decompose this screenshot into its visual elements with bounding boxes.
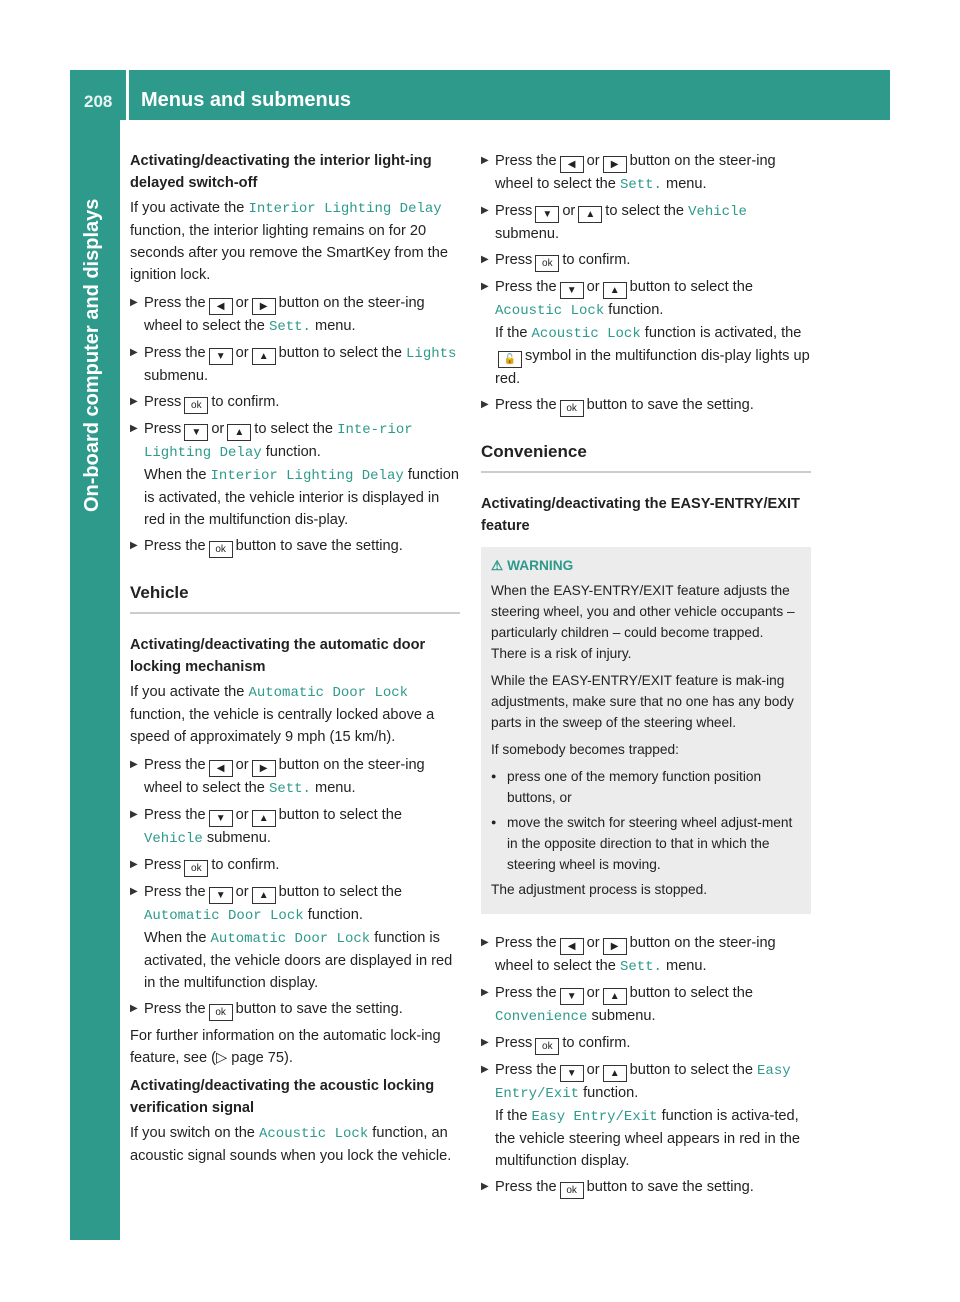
warning-paragraph-4: The adjustment process is stopped.: [491, 882, 708, 897]
warning-title: ⚠ WARNING: [491, 558, 574, 573]
acoustic-step-1: ▶ Press the ◀ or ▶ button on the steer-ing wheel to select the Sett. menu.: [481, 150, 811, 196]
left-arrow-key-icon: ◀: [209, 760, 233, 777]
auto-step-4: ▶ Press the ▼ or ▲ button to select the Automatic Door Lock function. When the Automatic Door Lock function is activated, the vehicle doors are displayed in red in the multifunction display.: [130, 881, 460, 994]
easy-step-2: ▶ Press the ▼ or ▲ button to select the Convenience submenu.: [481, 982, 811, 1028]
right-arrow-key-icon: ▶: [252, 298, 276, 315]
ok-key-icon: ok: [184, 860, 208, 877]
acoustic-step-2: ▶ Press ▼ or ▲ to select the Vehicle submenu.: [481, 200, 811, 245]
auto-lock-heading: Activating/deactivating the automatic door locking mechanism: [130, 637, 426, 675]
easy-step-4: ▶ Press the ▼ or ▲ button to select the Easy Entry/Exit function. If the Easy Entry/Exit function is activa-ted, the vehicle steering wheel appears in red in the multifunction display.: [481, 1059, 811, 1172]
down-arrow-key-icon: ▼: [560, 282, 584, 299]
down-arrow-key-icon: ▼: [535, 206, 559, 223]
right-column: [481, 150, 811, 1203]
up-arrow-key-icon: ▲: [603, 282, 627, 299]
auto-lock-intro: If you activate the Automatic Door Lock function, the vehicle is centrally locked above a speed of approximately 9 mph (15 km/h).: [130, 684, 435, 745]
interior-intro: If you activate the Interior Lighting Delay function, the interior lighting remains on for 20 seconds after you remove the SmartKey from the ignition lock.: [130, 200, 448, 283]
ok-key-icon: ok: [560, 1182, 584, 1199]
warning-box: [481, 547, 811, 914]
interior-lighting-delay-label: Interior Lighting Delay: [248, 201, 442, 217]
right-arrow-key-icon: ▶: [603, 156, 627, 173]
side-chapter-label: On-board computer and displays: [81, 198, 103, 512]
easy-step-1: ▶ Press the ◀ or ▶ button on the steer-ing wheel to select the Sett. menu.: [481, 932, 811, 978]
warning-bullet-1: ● press one of the memory function position buttons, or: [491, 766, 801, 808]
ok-key-icon: ok: [560, 400, 584, 417]
up-arrow-key-icon: ▲: [603, 1065, 627, 1082]
auto-step-3: ▶ Press ok to confirm.: [130, 854, 460, 877]
ok-key-icon: ok: [184, 397, 208, 414]
up-arrow-key-icon: ▲: [227, 424, 251, 441]
acoustic-step-3: ▶ Press ok to confirm.: [481, 249, 811, 272]
convenience-heading: Convenience: [481, 421, 811, 473]
up-arrow-key-icon: ▲: [578, 206, 602, 223]
auto-step-2: ▶ Press the ▼ or ▲ button to select the Vehicle submenu.: [130, 804, 460, 850]
down-arrow-key-icon: ▼: [209, 348, 233, 365]
left-column: [130, 150, 460, 1173]
down-arrow-key-icon: ▼: [560, 988, 584, 1005]
ok-key-icon: ok: [209, 541, 233, 558]
down-arrow-key-icon: ▼: [209, 810, 233, 827]
interior-heading: Activating/deactivating the interior light-ing delayed switch-off: [130, 153, 432, 191]
auto-step-5: ▶ Press the ok button to save the setting.: [130, 998, 460, 1021]
page-number: 208: [84, 92, 113, 111]
acoustic-step-5: ▶ Press the ok button to save the setting.: [481, 394, 811, 417]
up-arrow-key-icon: ▲: [252, 348, 276, 365]
interior-step-4: ▶ Press ▼ or ▲ to select the Inte-rior Lighting Delay function. When the Interior Lighting Delay function is activated, the vehicle interior is displayed in red in the multifunction dis-play.: [130, 418, 460, 531]
left-arrow-key-icon: ◀: [209, 298, 233, 315]
interior-step-2: ▶ Press the ▼ or ▲ button to select the Lights submenu.: [130, 342, 460, 387]
warning-paragraph-3: If somebody becomes trapped:: [491, 742, 679, 757]
up-arrow-key-icon: ▲: [252, 810, 276, 827]
ok-key-icon: ok: [535, 1038, 559, 1055]
acoustic-step-4: ▶ Press the ▼ or ▲ button to select the Acoustic Lock function. If the Acoustic Lock function is activated, the🔓 symbol in the multifunction dis-play lights up red.: [481, 276, 811, 390]
left-arrow-key-icon: ◀: [560, 938, 584, 955]
ok-key-icon: ok: [535, 255, 559, 272]
vehicle-heading: Vehicle: [130, 562, 460, 614]
easy-step-3: ▶ Press ok to confirm.: [481, 1032, 811, 1055]
up-arrow-key-icon: ▲: [603, 988, 627, 1005]
acoustic-heading: Activating/deactivating the acoustic locking verification signal: [130, 1078, 435, 1116]
left-arrow-key-icon: ◀: [560, 156, 584, 173]
ok-key-icon: ok: [209, 1004, 233, 1021]
warning-bullet-2: ● move the switch for steering wheel adjust-ment in the opposite direction to that in which the steering wheel is moving.: [491, 812, 801, 875]
warning-triangle-icon: ⚠: [491, 558, 504, 573]
down-arrow-key-icon: ▼: [184, 424, 208, 441]
up-arrow-key-icon: ▲: [252, 887, 276, 904]
interior-step-3: ▶ Press ok to confirm.: [130, 391, 460, 414]
auto-further-info: For further information on the automatic lock-ing feature, see (▷ page 75).: [130, 1028, 441, 1066]
interior-step-5: ▶ Press the ok button to save the setting.: [130, 535, 460, 558]
down-arrow-key-icon: ▼: [209, 887, 233, 904]
page-section-title: Menus and submenus: [141, 89, 352, 111]
acoustic-intro: If you switch on the Acoustic Lock function, an acoustic signal sounds when you lock the vehicle.: [130, 1125, 452, 1164]
right-arrow-key-icon: ▶: [603, 938, 627, 955]
auto-step-1: ▶ Press the ◀ or ▶ button on the steer-ing wheel to select the Sett. menu.: [130, 754, 460, 800]
interior-step-1: ▶ Press the ◀ or ▶ button on the steer-ing wheel to select the Sett. menu.: [130, 292, 460, 338]
lock-symbol-icon: 🔓: [498, 351, 522, 368]
warning-paragraph-2: While the EASY-ENTRY/EXIT feature is mak-ing adjustments, make sure that no one has any body parts in the sweep of the steering wheel.: [491, 673, 794, 730]
right-arrow-key-icon: ▶: [252, 760, 276, 777]
down-arrow-key-icon: ▼: [560, 1065, 584, 1082]
warning-paragraph-1: When the EASY-ENTRY/EXIT feature adjusts the steering wheel, you and other vehicle occupants – particularly children – could become trapped. There is a risk of injury.: [491, 583, 795, 661]
easy-step-5: ▶ Press the ok button to save the setting.: [481, 1176, 811, 1199]
header-divider: [126, 70, 129, 120]
easy-entry-heading: Activating/deactivating the EASY-ENTRY/EXIT feature: [481, 496, 800, 534]
